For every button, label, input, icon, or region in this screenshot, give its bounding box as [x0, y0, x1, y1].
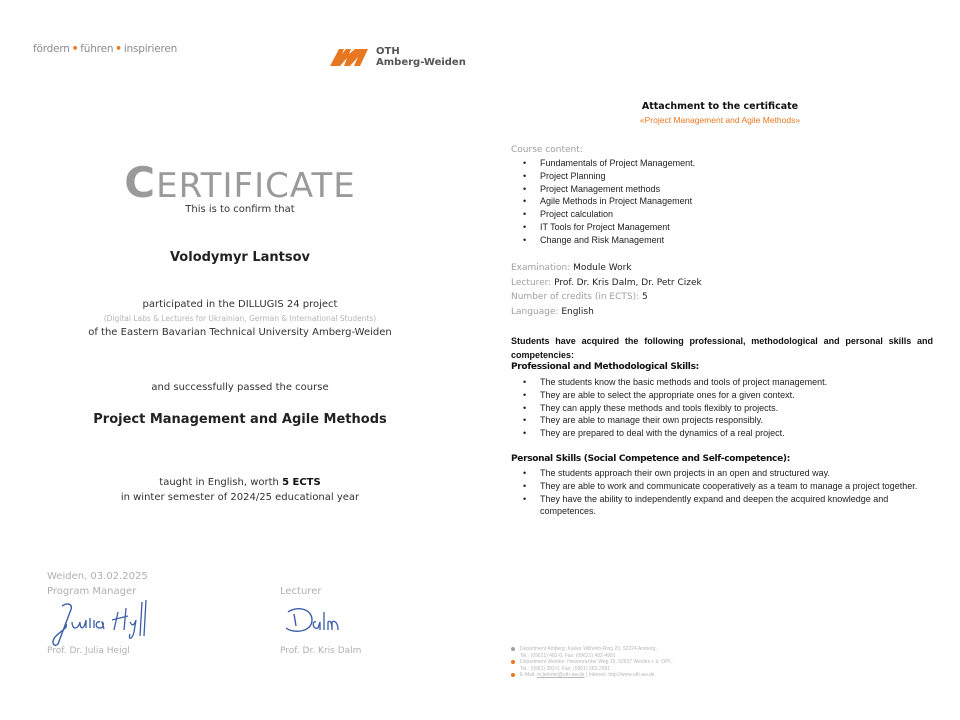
- list-item: • Fundamentals of Project Management.: [511, 157, 933, 170]
- list-item: • They can apply these methods and tools flexibly to projects.: [511, 402, 933, 415]
- confirm-text: This is to confirm that: [185, 204, 295, 215]
- list-item: • The students approach their own projects in an open and structured way.: [511, 467, 933, 480]
- footer-email: E-Mail: m.behom@oth-aw.de | Internet: http://www.oth-aw.de: [511, 672, 673, 679]
- list-item: • Agile Methods in Project Management: [511, 195, 933, 208]
- detail-credits: Number of credits (in ECTS): 5: [511, 292, 648, 302]
- detail-language: Language: English: [511, 306, 594, 317]
- professional-skills-heading: Professional and Methodological Skills:: [511, 362, 699, 372]
- course-content-label: Course content:: [511, 145, 583, 155]
- course-details: [511, 261, 933, 319]
- attachment-subtitle: «Project Management and Agile Methods»: [639, 115, 801, 125]
- credits: 5 ECTS: [282, 477, 321, 488]
- slogan-word: fördern: [33, 43, 70, 55]
- personal-skills-heading: Personal Skills (Social Competence and Self-competence):: [511, 454, 791, 464]
- email-link[interactable]: m.behom@oth-aw.de: [536, 672, 585, 678]
- list-item: • They are able to select the appropriate ones for a given context.: [511, 389, 933, 402]
- passed-text: and successfully passed the course: [151, 382, 329, 393]
- slogan: [33, 43, 177, 55]
- list-item: • They are prepared to deal with the dynamics of a real project.: [511, 427, 933, 440]
- course-content-list: [511, 157, 933, 247]
- detail-lecturer: Lecturer: Prof. Dr. Kris Dalm, Dr. Petr Cizek: [511, 277, 702, 288]
- detail-examination: Examination: Module Work: [511, 263, 632, 273]
- footer-contacts: [511, 646, 673, 679]
- logo-line-2: Amberg-Weiden: [376, 57, 466, 68]
- project-expansion: (Digital Labs & Lectures for Ukrainian, German & International Students): [103, 314, 377, 323]
- slogan-word: inspirieren: [123, 43, 178, 55]
- skills-intro: Students have acquired the following professional, methodological and personal skills and competencies:: [511, 336, 933, 360]
- bullet-dot-icon: [511, 660, 515, 664]
- title-rest: ERTIFICATE: [156, 166, 356, 206]
- title-initial: C: [124, 158, 157, 207]
- oth-logo-icon: [329, 46, 369, 68]
- semester-text: in winter semester of 2024/25 educational year: [120, 492, 360, 503]
- list-item: • They have the ability to independently expand and deepen the acquired knowledge and competences.: [511, 493, 933, 519]
- issue-date: Weiden, 03.02.2025: [47, 571, 148, 582]
- bullet-dot-icon: [511, 647, 515, 651]
- university-text: of the Eastern Bavarian Technical University Amberg-Weiden: [88, 327, 392, 338]
- footer-amberg: Department Amberg: Kaiser-Wilhelm-Ring 23, 92224 Amberg, Tel.: (09621) 482-0, Fax: (09621) 482-4991: [511, 646, 673, 659]
- course-name: Project Management and Agile Methods: [93, 412, 387, 427]
- program-manager-signature: [48, 596, 158, 650]
- certificate-title: [0, 158, 480, 207]
- lecturer-label: Lecturer: [280, 586, 322, 597]
- program-manager-name: Prof. Dr. Julia Heigl: [47, 646, 130, 656]
- list-item: • IT Tools for Project Management: [511, 221, 933, 234]
- slogan-separator: •: [71, 43, 79, 55]
- footer-weiden: Department Weiden: Hetzenrichter Weg 15, 92637 Weiden i. d. OPf., Tel.: (0961) 382-0, Fax: (0961) 382-2991: [511, 659, 673, 672]
- list-item: • They are able to work and communicate cooperatively as a team to manage a project together.: [511, 480, 933, 493]
- oth-logo: [329, 46, 466, 68]
- slogan-separator: •: [115, 43, 122, 55]
- list-item: • Project Management methods: [511, 183, 933, 196]
- bullet-dot-icon: [511, 673, 515, 677]
- attachment-page: [480, 0, 960, 720]
- list-item: • Project Planning: [511, 170, 933, 183]
- taught-text: taught in English, worth 5 ECTS: [159, 477, 321, 488]
- logo-line-1: OTH: [376, 46, 400, 57]
- participation-text: participated in the DILLUGIS 24 project: [142, 299, 338, 310]
- internet-link[interactable]: | Internet: http://www.oth-aw.de: [584, 672, 655, 678]
- lecturer-name: Prof. Dr. Kris Dalm: [280, 646, 362, 656]
- list-item: • Change and Risk Management: [511, 234, 933, 247]
- professional-skills-list: [511, 376, 933, 440]
- personal-skills-list: [511, 467, 933, 518]
- list-item: • Project calculation: [511, 208, 933, 221]
- list-item: • They are able to manage their own projects responsibly.: [511, 414, 933, 427]
- list-item: • The students know the basic methods and tools of project management.: [511, 376, 933, 389]
- attachment-title: Attachment to the certificate: [641, 101, 799, 112]
- slogan-word: führen: [80, 43, 114, 55]
- program-manager-label: Program Manager: [47, 586, 137, 597]
- lecturer-signature: [282, 604, 348, 638]
- recipient-name: Volodymyr Lantsov: [169, 250, 311, 265]
